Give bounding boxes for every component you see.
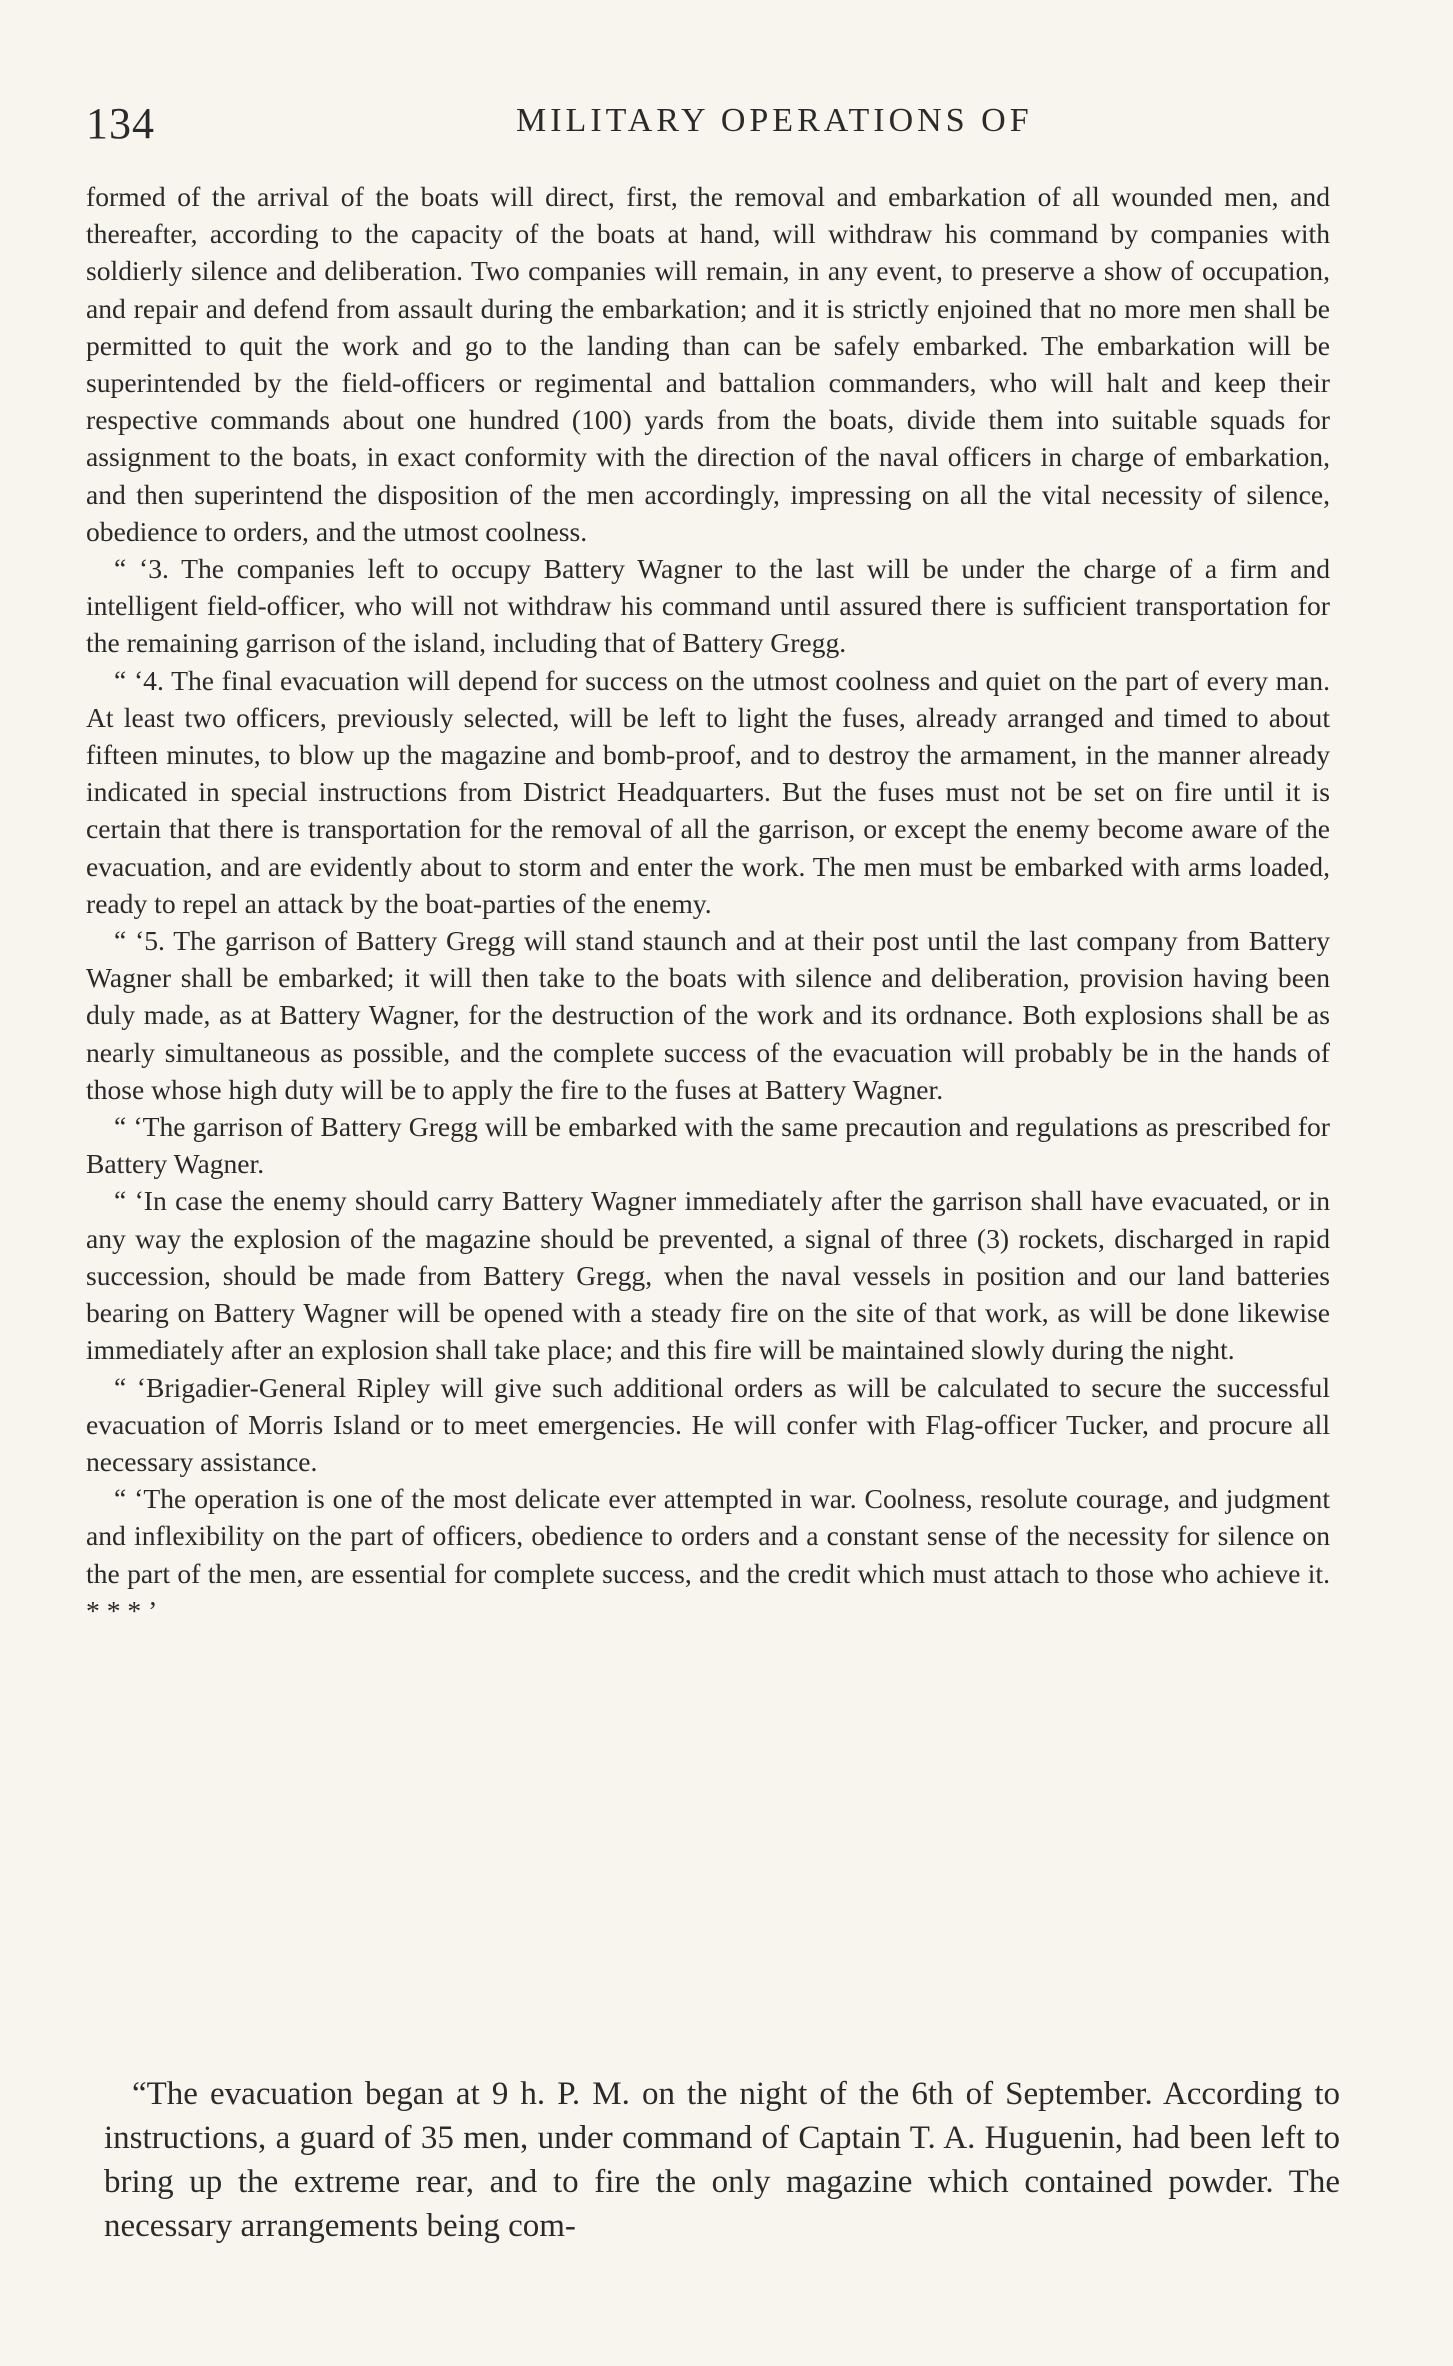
paragraph: “ ‘3. The companies left to occupy Battery Wagner to the last will be under the charge of a firm and intelligent field-officer, who will not withdraw his command until assured there is sufficient transportation for the remaining garrison of the island, including that of Battery Gregg. [86, 553, 1330, 659]
paragraph: “ ‘The garrison of Battery Gregg will be embarked with the same precaution and regulations as prescribed for Battery Wagner. [86, 1111, 1330, 1180]
running-title: MILITARY OPERATIONS OF [516, 102, 1033, 139]
paragraph: “ ‘Brigadier-General Ripley will give such additional orders as will be calculated to secure the successful evacuation of Morris Island or to meet emergencies. He will confer with Flag-officer Tucker, and procure all necessary assistance. [86, 1371, 1330, 1477]
closing-paragraph: “The evacuation began at 9 h. P. M. on the night of the 6th of September. According to instructions, a guard of 35 men, under command of Captain T. A. Huguenin, had been left to bring up the extreme rear, and to fire the only magazine which contained powder. The necessary arrangements being com- [104, 2076, 1340, 2244]
quoted-orders-block [86, 178, 1330, 1629]
page-number: 134 [86, 99, 155, 148]
page-header [86, 98, 1346, 158]
paragraph: “ ‘4. The final evacuation will depend for success on the utmost coolness and quiet on the part of every man. At least two officers, previously selected, will be left to light the fuses, already arranged and timed to about fifteen minutes, to blow up the magazine and bomb-proof, and to destroy the armament, in the manner already indicated in special instructions from District Headquarters. But the fuses must not be set on fire until it is certain that there is transportation for the removal of all the garrison, or except the enemy become aware of the evacuation, and are evidently about to storm and enter the work. The men must be embarked with arms loaded, ready to repel an attack by the boat-parties of the enemy. [86, 664, 1330, 919]
narrative-block [104, 2072, 1340, 2248]
paragraph: “ ‘In case the enemy should carry Battery Wagner immediately after the garrison shall have evacuated, or in any way the explosion of the magazine should be prevented, a signal of three (3) rockets, discharged in rapid succession, should be made from Battery Gregg, when the naval vessels in position and our land batteries bearing on Battery Wagner will be opened with a steady fire on the site of that work, as will be done likewise immediately after an explosion shall take place; and this fire will be maintained slowly during the night. [86, 1185, 1330, 1366]
paragraph: “ ‘The operation is one of the most delicate ever attempted in war. Coolness, resolute courage, and judgment and inflexibility on the part of officers, obedience to orders and a constant sense of the necessity for silence on the part of the men, are essential for complete success, and the credit which must attach to those who achieve it. * * * ’ [86, 1483, 1330, 1626]
paragraph: formed of the arrival of the boats will direct, first, the removal and embarkation of all wounded men, and thereafter, according to the capacity of the boats at hand, will withdraw his command by companies with soldierly silence and deliberation. Two companies will remain, in any event, to preserve a show of occupation, and repair and defend from assault during the embarkation; and it is strictly enjoined that no more men shall be permitted to quit the work and go to the landing than can be safely embarked. The embarkation will be superintended by the field-officers or regimental and battalion commanders, who will halt and keep their respective commands about one hundred (100) yards from the boats, divide them into suitable squads for assignment to the boats, in exact conformity with the direction of the naval officers in charge of embarkation, and then superintend the disposition of the men accordingly, impressing on all the vital necessity of silence, obedience to orders, and the utmost coolness. [86, 181, 1330, 547]
paragraph: “ ‘5. The garrison of Battery Gregg will stand staunch and at their post until the last company from Battery Wagner shall be embarked; it will then take to the boats with silence and deliberation, provision having been duly made, as at Battery Wagner, for the destruction of the work and its ordnance. Both explosions shall be as nearly simultaneous as possible, and the complete success of the evacuation will probably be in the hands of those whose high duty will be to apply the fire to the fuses at Battery Wagner. [86, 925, 1330, 1105]
